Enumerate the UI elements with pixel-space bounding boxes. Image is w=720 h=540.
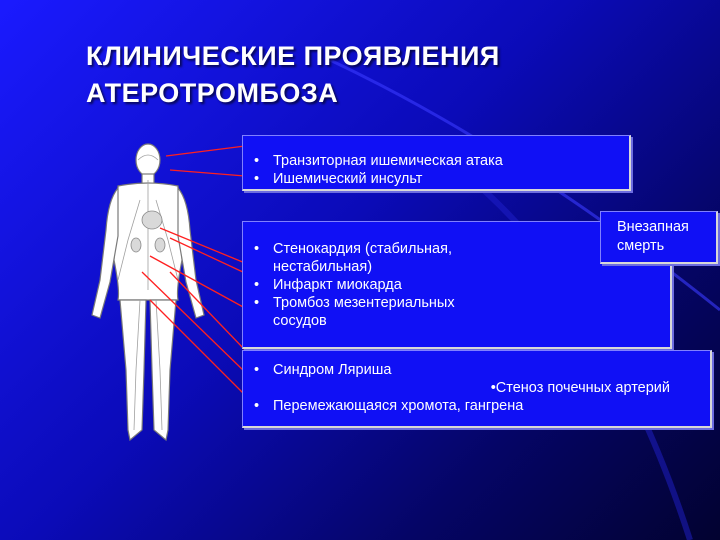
slide-title-line1: КЛИНИЧЕСКИЕ ПРОЯВЛЕНИЯ bbox=[86, 41, 500, 71]
cerebral-manifestations-box bbox=[242, 135, 631, 191]
human-body-illustration bbox=[78, 140, 218, 460]
list-item-line: нестабильная) bbox=[273, 259, 373, 275]
peripheral-manifestations-box bbox=[242, 350, 712, 428]
slide-title-line2: АТЕРОТРОМБОЗА bbox=[86, 78, 339, 108]
sudden-death-line1: Внезапная bbox=[617, 219, 689, 235]
list-item: • Синдром Ляриша bbox=[243, 361, 710, 379]
list-item: • Транзиторная ишемическая атака bbox=[243, 152, 629, 170]
renal-artery-label: Стеноз почечных артерий bbox=[495, 380, 670, 396]
list-item: • Перемежающаяся хромота, гангрена bbox=[243, 397, 710, 415]
list-item-line: Стенокардия (стабильная, bbox=[273, 241, 452, 257]
list-item: • Инфаркт миокарда bbox=[243, 276, 670, 294]
list-item: • Ишемический инсульт bbox=[243, 170, 629, 188]
list-item-line: Тромбоз мезентериальных bbox=[273, 295, 455, 311]
sudden-death-box bbox=[600, 211, 718, 264]
renal-artery-item bbox=[243, 379, 710, 397]
list-item-line: сосудов bbox=[273, 313, 327, 329]
list-item bbox=[243, 294, 670, 330]
slide-title bbox=[86, 38, 646, 112]
sudden-death-line2: смерть bbox=[617, 238, 665, 254]
